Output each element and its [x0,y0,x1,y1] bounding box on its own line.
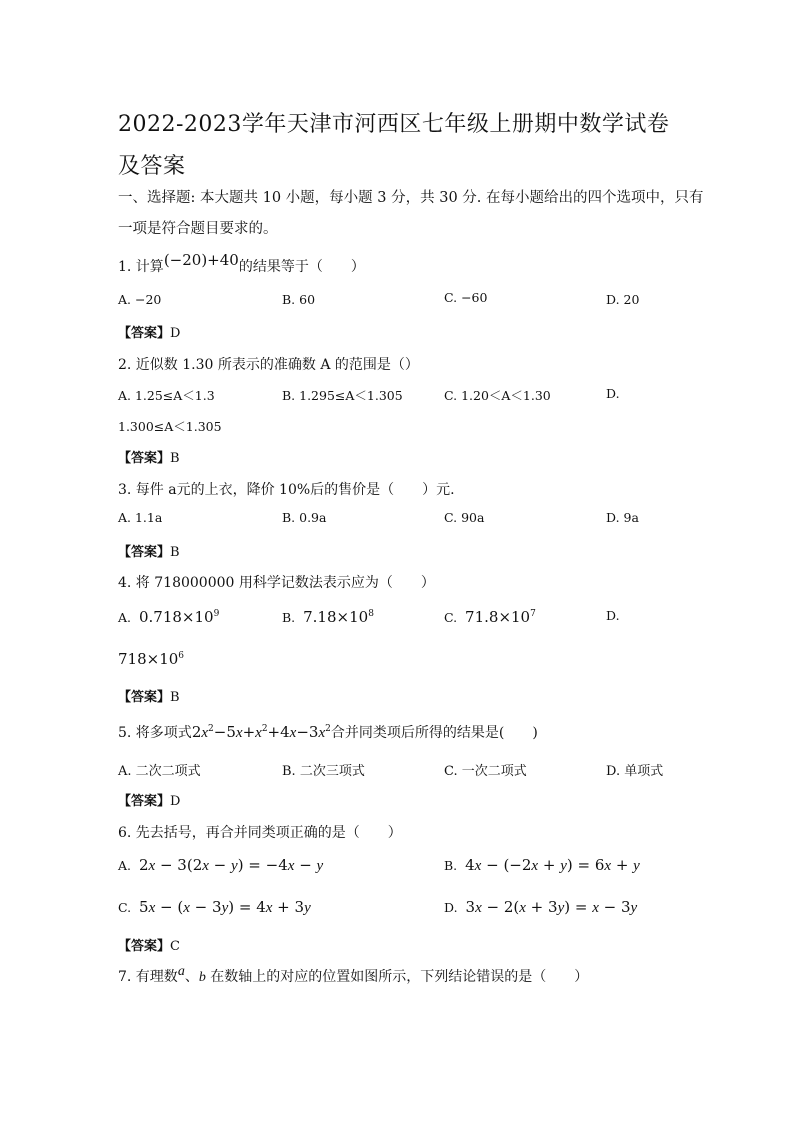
option-expression: 4x − (−2x + y) = 6x + y [465,856,640,874]
question-1-option-b: B. 60 [282,292,316,307]
variable-a: a [177,964,185,979]
question-4-stem: 4. 将 718000000 用科学记数法表示应为（ ） [118,575,435,591]
option-expression: 3x − 2(x + 3y) = x − 3y [465,898,638,916]
question-3-answer [118,541,180,560]
option-expression: 718×10 [118,650,179,668]
question-1-expression: (−20)+40 [163,251,239,269]
question-1-answer [118,322,180,341]
question-6-option-d [444,898,637,917]
option-label: B. [282,610,296,625]
answer-label: 【答案】 [118,326,171,341]
question-6-option-c [118,898,311,917]
question-6-option-b [444,856,640,875]
option-expression: 5x − (x − 3y) = 4x + 3y [139,898,311,916]
question-3-stem: 3. 每件 a元的上衣，降价 10%后的售价是（ ）元. [118,482,455,498]
question-2-option-d: D. [606,386,620,401]
option-exponent: 9 [213,609,220,619]
question-5-prefix: 5. 将多项式 [118,725,192,741]
option-label: A. [118,858,132,873]
question-1-option-d: D. 20 [606,292,640,307]
answer-value: B [170,451,180,466]
answer-value: D [170,326,181,341]
question-7-stem [118,966,588,986]
answer-label: 【答案】 [118,451,171,466]
question-4-option-b [282,608,374,626]
option-expression: 7.18×10 [303,608,369,626]
question-4-option-c [444,608,536,626]
option-label: A. [118,610,132,625]
option-label: C. [444,610,458,625]
question-5-option-c: C. 一次二项式 [444,764,527,779]
question-5-stem [118,722,538,742]
question-7-prefix: 7. 有理数 [118,969,178,985]
option-exponent: 6 [178,651,185,661]
question-3-option-b: B. 0.9a [282,510,327,525]
question-4-option-a [118,608,219,626]
question-5-polynomial: $2x^2-5x+x^2+4x-3x^2$ [191,723,331,741]
question-5-option-b: B. 二次三项式 [282,764,365,779]
question-6-answer [118,935,180,954]
option-exponent: 7 [530,609,536,619]
answer-label: 【答案】 [118,939,171,954]
question-2-option-b: B. 1.295≤A＜1.305 [282,388,403,403]
separator: 、 [184,969,199,985]
answer-value: B [170,690,180,705]
variable-b: b [198,970,206,985]
option-expression: 71.8×10 [465,608,531,626]
question-2-answer [118,447,180,466]
question-1-prefix: 1. 计算 [118,259,164,275]
option-label: B. [444,858,458,873]
question-2-option-a: A. 1.25≤A＜1.3 [118,388,215,403]
section-heading-line-2: 一项是符合题目要求的。 [118,221,278,237]
option-label: C. [118,900,132,915]
question-2-stem: 2. 近似数 1.30 所表示的准确数 A 的范围是（） [118,357,419,373]
question-5-option-a: A. 二次二项式 [118,764,201,779]
question-1-option-c: C. −60 [444,290,488,305]
question-4-option-d: D. [606,608,620,623]
option-expression: 0.718×10 [138,608,214,626]
question-7-suffix: 在数轴上的对应的位置如图所示，下列结论错误的是（ ） [205,969,589,985]
question-1-option-a: A. −20 [118,292,162,307]
question-5-answer [118,790,180,809]
question-2-option-c: C. 1.20＜A＜1.30 [444,388,551,403]
question-4-answer [118,686,180,705]
question-6-option-a [118,856,323,875]
question-1-stem [118,251,365,276]
answer-value: D [170,794,181,809]
option-expression: 2x − 3(2x − y) = −4x − y [138,856,324,874]
option-exponent: 8 [368,609,374,619]
question-5-suffix: 合并同类项后所得的结果是( ) [330,725,538,741]
question-1-suffix: 的结果等于（ ） [238,259,365,275]
question-3-option-a: A. 1.1a [118,510,163,525]
option-label: D. [444,900,458,915]
answer-value: C [170,939,180,954]
question-2-option-d-continued: 1.300≤A＜1.305 [118,419,222,434]
answer-value: B [170,545,180,560]
question-4-option-d-continued [118,650,184,668]
question-6-stem: 6. 先去括号，再合并同类项正确的是（ ） [118,825,402,841]
answer-label: 【答案】 [118,545,171,560]
question-3-option-d: D. 9a [606,510,639,525]
answer-label: 【答案】 [118,794,171,809]
section-heading-line-1: 一、选择题: 本大题共 10 小题，每小题 3 分，共 30 分. 在每小题给出的四个选项中，只有 [118,190,704,206]
document-title: 2022-2023学年天津市河西区七年级上册期中数学试卷及答案 [118,112,670,179]
answer-label: 【答案】 [118,690,171,705]
question-3-option-c: C. 90a [444,510,485,525]
question-5-option-d: D. 单项式 [606,764,664,779]
